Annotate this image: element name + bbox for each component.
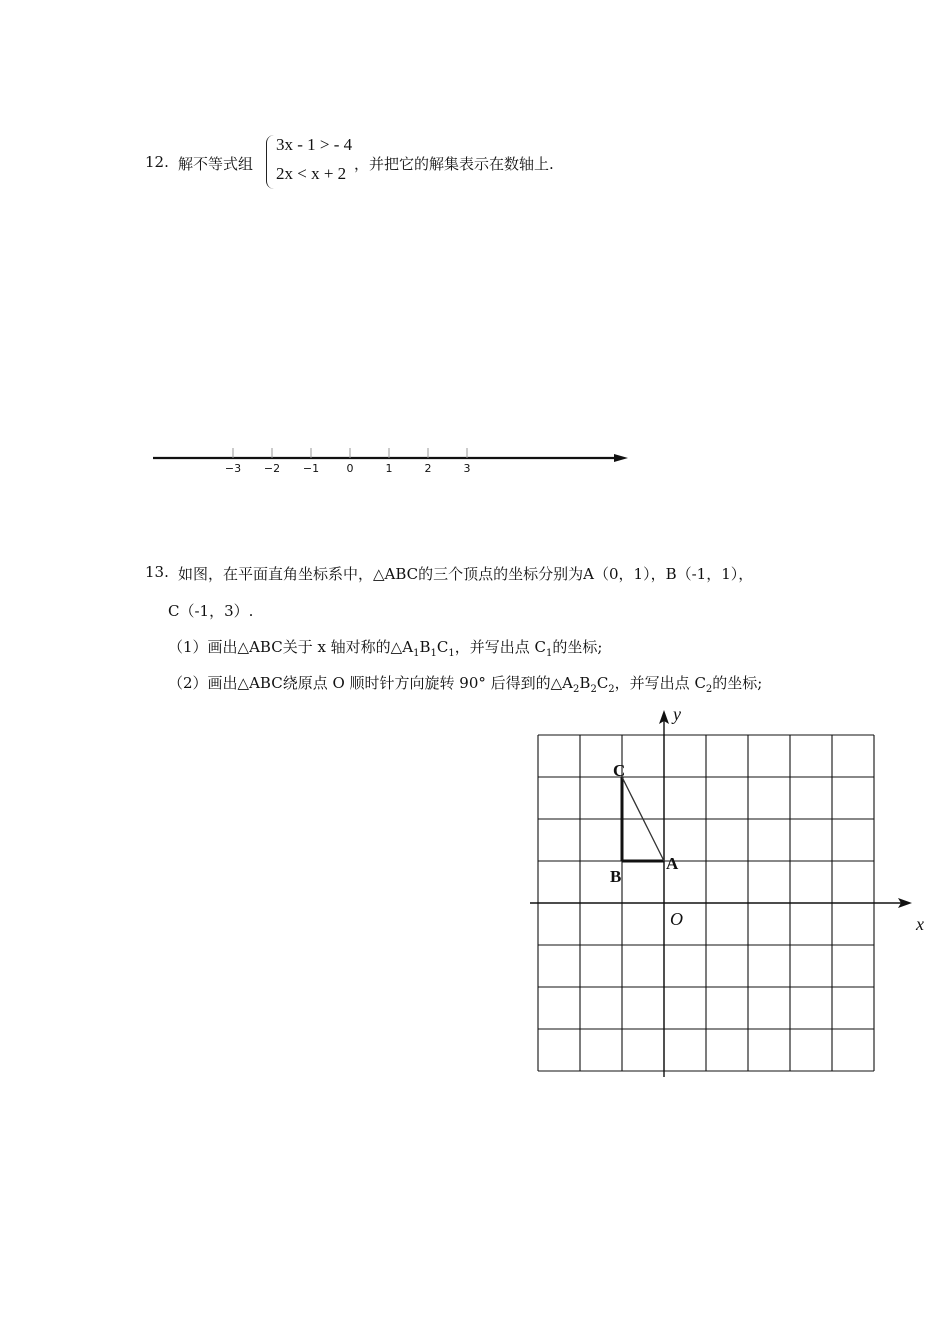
y-axis-label: y	[673, 704, 681, 724]
q12-suffix: ，并把它的解集表示在数轴上.	[354, 155, 554, 173]
point-label-b: B	[610, 867, 622, 886]
q13-part2: （2）画出△ABC绕原点 O 顺时针方向旋转 90° 后得到的$\triangle A_2B_2C_2$，并写出点 $C_2$的坐标;	[168, 674, 763, 695]
number-line-label: 3	[463, 462, 471, 475]
q12-number: 12.	[145, 153, 169, 171]
number-line-label: 0	[346, 462, 354, 475]
x-axis-label: x	[916, 914, 924, 934]
q12-prompt: 解不等式组	[178, 155, 254, 173]
number-line-label: −3	[224, 462, 242, 475]
q13-number: 13.	[145, 563, 169, 581]
number-line-label: 2	[424, 462, 432, 475]
q13-part1: （1）画出△ABC关于 x 轴对称的$\triangle A_1B_1C_1$，并写出点 $C_1$的坐标;	[168, 638, 603, 659]
q13-line1: 如图，在平面直角坐标系中，△ABC的三个顶点的坐标分别为A（0，1），B（-1，1），	[178, 565, 754, 583]
inequality-1: 3x - 1 > - 4	[276, 135, 353, 154]
number-line-label: 1	[385, 462, 393, 475]
point-label-c: C	[613, 761, 626, 780]
number-line-label: −1	[302, 462, 320, 475]
origin-label: O	[670, 909, 683, 929]
point-label-a: A	[666, 854, 679, 873]
inequality-2: 2x < x + 2	[276, 164, 347, 183]
q13-line2: C（-1，3）.	[168, 602, 254, 620]
number-line-label: −2	[263, 462, 281, 475]
